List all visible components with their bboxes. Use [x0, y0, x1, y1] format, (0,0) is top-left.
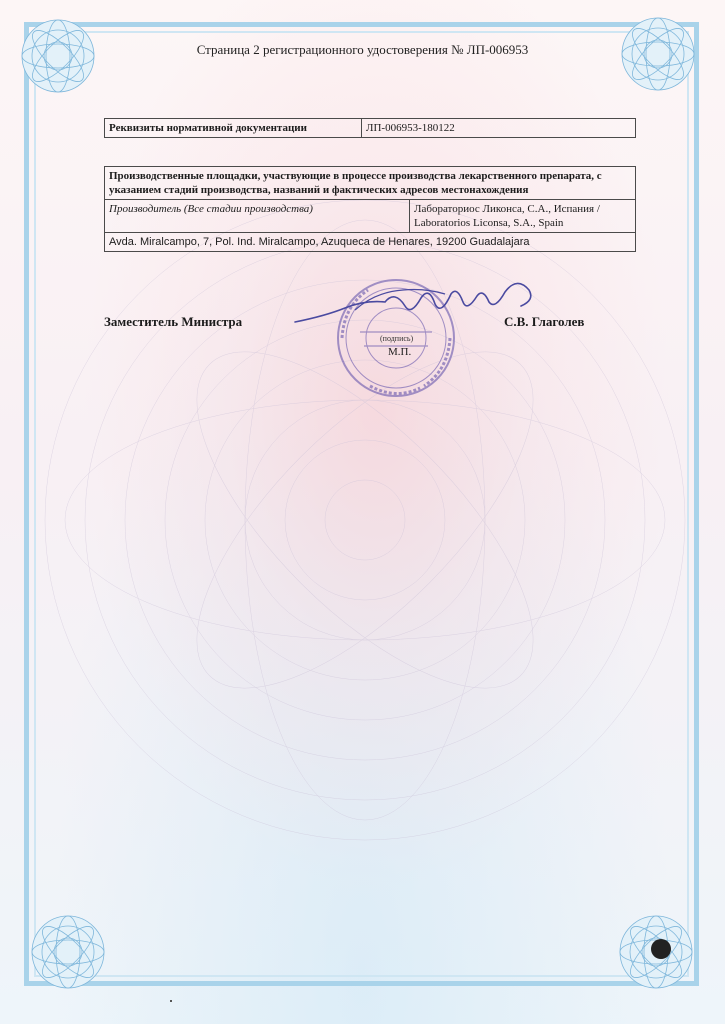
page-header: Страница 2 регистрационного удостоверения № ЛП-006953 — [196, 42, 529, 57]
signature-caption: (подпись) — [380, 334, 414, 343]
producer-company — [410, 200, 636, 233]
rosette-icon — [22, 906, 114, 998]
requisites-table — [104, 118, 636, 138]
table-row — [105, 200, 636, 233]
seal-mark: М.П. — [388, 346, 412, 358]
signatory-name: С.В. Глаголев — [504, 314, 585, 329]
requisites-label: Реквизиты нормативной документации — [105, 119, 362, 138]
producer-address: Avda. Miralcampo, 7, Pol. Ind. Miralcampo, Azuqueca de Henares, 19200 Guadalajara — [105, 233, 636, 252]
table-row — [105, 233, 636, 252]
table-row — [105, 119, 636, 138]
signatory-position: Заместитель Министра — [104, 314, 243, 329]
requisites-value: ЛП-006953-180122 — [362, 119, 636, 138]
paper-speck — [170, 1000, 172, 1002]
company-name-en: Laboratorios Liconsa, S.A., Spain — [414, 217, 564, 229]
table-row — [105, 167, 636, 200]
production-sites-table — [104, 166, 636, 252]
hole-punch-icon — [651, 939, 671, 959]
company-name-ru: Лабораториос Ликонса, С.А., Испания / — [414, 203, 600, 215]
production-heading: Производственные площадки, участвующие в процессе производства лекарственного препарата, с указанием стадий производства, названий и фактических адресов местонахождения — [105, 167, 636, 200]
signature-icon — [285, 272, 545, 342]
producer-role: Производитель (Все стадии производства) — [105, 200, 410, 233]
